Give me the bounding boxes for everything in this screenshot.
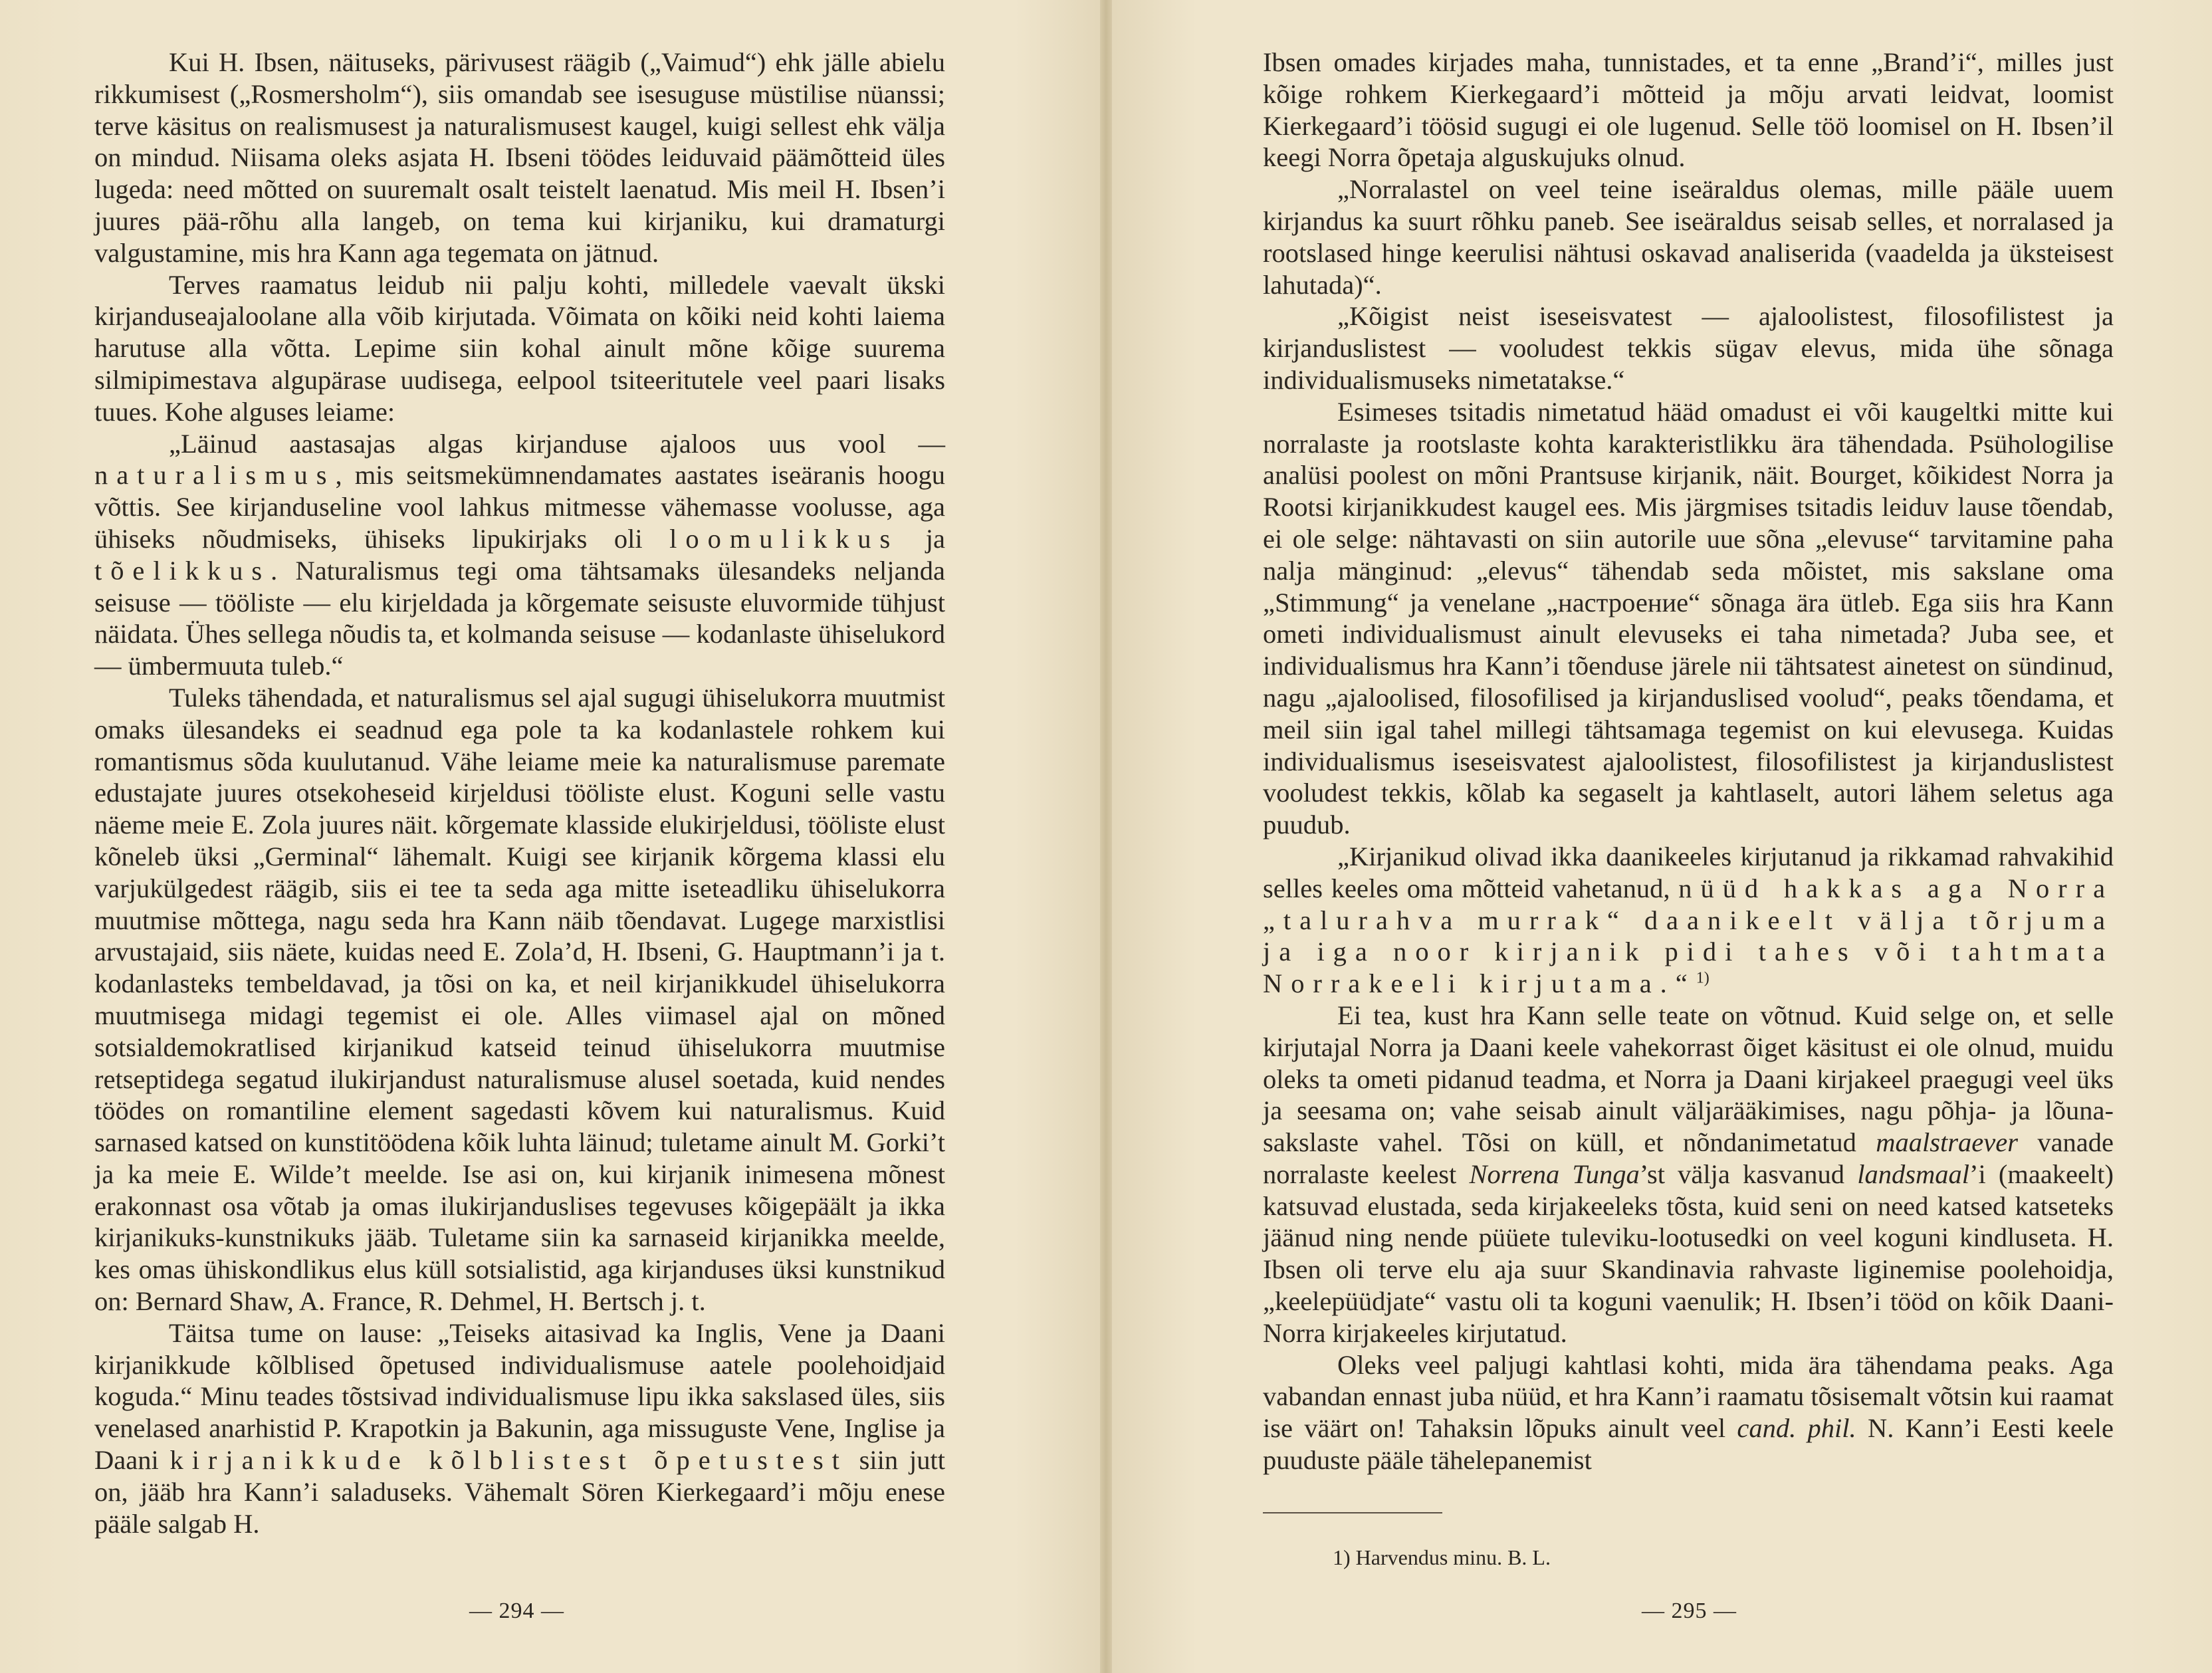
- paragraph: Esimeses tsitadis nimetatud hääd omadust ei või kaugeltki mitte kui norralaste ja rootslaste kohta karakteristlikku ära tähendada. Psühologilise analüsi poolest on mõni Prantsuse kirjanik, näit. Bourget, kõikidest Norra ja Rootsi kirjanikkudest kaugel ees. Mis järgmises tsitadis leiduv lause tõendab, ei ole selge: nähtavasti on siin autorile uue sõna „elevuse“ tarvitamine paha nalja mänginud: „elevus“ tähendab seda mõistet, mis sakslane oma „Stimmung“ ja venelane „настроение“ sõnaga ära ütleb. Ega siis hra Kann ometi individualismust ainult elevuseks ei taha nimetada? Juba see, et individualismus hra Kann’i tõenduse järele nii tähtsatest ainetest on sündinud, nagu „ajaloolised, filosofilised ja kirjanduslised voolud“, peaks tõendama, et meil siin igal tahel millegi tähtsamaga tegemist on kui elevusega. Kuidas individualismus iseseisvatest ajaloolistest, filosofilistest ja kirjanduslistest vooludest tekkis, kõlab ka segaselt ja kahtlaselt, autori lähem seletus aga puudub.: [1263, 396, 2114, 840]
- spaced-emphasis: kirjanikkude kõlblistest õpetustest: [169, 1445, 848, 1476]
- italic-term: Norrena Tunga: [1469, 1159, 1640, 1189]
- italic-term: landsmaal: [1857, 1159, 1969, 1189]
- page-number-right: — 295 —: [1642, 1599, 1737, 1623]
- left-page-text: [94, 47, 945, 1539]
- paragraph: Ei tea, kust hra Kann selle teate on võtnud. Kuid selge on, et selle kirjutajal Norra ja Daani keele vahekorrast õiget käsitust ei ole olnud, muidu oleks ta ometi pidanud teadma, et Norra ja Daani kirjakeel praegugi veel üks ja seesama on; vahe seisab ainult väljarääkimises, nagu põhja- ja lõuna-sakslaste vahel. Tõsi on küll, et nõndanimetatud maalstraever vanade norralaste keelest Norrena Tunga’st välja kasvanud landsmaal’i (maakeelt) katsuvad elustada, seda kirjakeeleks tõsta, kuid seni on need katsed katseteks jäänud ning nende püüete tuleviku-lootusedki on veel koguni kindluseta. H. Ibsen oli terve elu aja suur Skandinavia rahvaste liginemise poolehoidja, „keelepüüdjate“ vastu oli ta koguni vaenulik; H. Ibsen’i tööd on kõik Daani-Norra kirjakeeles kirjutatud.: [1263, 1000, 2114, 1348]
- page-number-left: — 294 —: [469, 1599, 564, 1623]
- quote-paragraph: „Norralastel on veel teine iseäraldus olemas, mille pääle uuem kirjandus ka suurt rõhku paneb. See iseäraldus seisab selles, et norralased ja rootslased hinge keerulisi nähtusi oskavad analiserida (vaadelda ja üksteisest lahutada)“.: [1263, 174, 2114, 300]
- spaced-emphasis: naturalismus: [94, 460, 336, 491]
- paragraph: Täitsa tume on lause: „Teiseks aitasivad ka Inglis, Vene ja Daani kirjanikkude kõlblised õpetused individualismuse aatele poolehoidjaid koguda.“ Minu teades tõstsivad individualismuse lipu ikka sakslased üles, siis venelased anarhistid P. Krapotkin ja Bakunin, aga missuguste Vene, Inglise ja Daani kirjanikkude kõlblistest õpetustest siin jutt on, jääb hra Kann’i saladuseks. Vähemalt Sören Kierkegaard’i mõju enese pääle salgab H.: [94, 1317, 945, 1539]
- footnote-marker: 1): [1696, 969, 1710, 987]
- paragraph: Oleks veel paljugi kahtlasi kohti, mida ära tähendama peaks. Aga vabandan ennast juba nüüd, et hra Kann’i raamatu tõsisemalt võtsin kui raamat ise väärt on! Tahaksin lõpuks ainult veel cand. phil. N. Kann’i Eesti keele puuduste pääle tähelepanemist: [1263, 1349, 2114, 1476]
- spaced-emphasis: nüüd hakkas aga Norra „talurahva murrak“ daanikeelt välja tõrjuma ja iga noor kirjanik pidi tahes või tahtmata Norrakeeli kirjutama.“: [1263, 873, 2114, 999]
- paragraph: Tuleks tähendada, et naturalismus sel ajal sugugi ühiselukorra muutmist omaks ülesandeks ei seadnud ega pole ta ka kodanlastele rohkem kui romantismus sõda kuulutanud. Vähe leiame meie ka naturalismuse paremate edustajate juures otsekoheseid kirjeldusi tööliste elust. Koguni selle vastu näeme meie E. Zola juures näit. kõrgemate klasside elukirjeldusi, tööliste elust kõneleb üksi „Germinal“ lähemalt. Kuigi see kirjanik kõrgema klassi elu varjukülgedest räägib, siis ei tee ta seda aga mitte iseteadliku ühiselukorra muutmise mõttega, nagu seda hra Kann näib tõendavat. Lugege marxistlisi arvustajaid, siis näete, kuidas need E. Zola’d, H. Ibseni, G. Hauptmann’i ja t. kodanlasteks tembeldavad, ja tõsi on ka, et neil kirjanikkudel ühiselukorra muutmisega midagi tegemist ei ole. Alles viimasel ajal on mõned sotsialdemokratlised kirjanikud katseid teinud ühiselukorra muutmise retseptidega segatud ilukirjandust naturalismuse alusel soetada, kuid nendes töödes on romantiline element sagedasti kõvem kui naturalismus. Kuid sarnased katsed on kunstitöödena kõik luhta läinud; tuletame ainult M. Gorki’t ja ka meie E. Wilde’t meelde. Ise asi on, kui kirjanik inimesena mõnest erakonnast osa võtab ja omas ilukirjanduslises tegevuses kõigepäält ja ikka kirjanikuks-kunstnikuks jääb. Tuletame siin ka sarnaseid kirjanikka meelde, kes omas ühiskondlikus elus küll sotsialistid, aga kirjanduses üksi kunstnikud on: Bernard Shaw, A. France, R. Dehmel, H. Bertsch j. t.: [94, 682, 945, 1317]
- footnote: 1) Harvendus minu. B. L.: [1333, 1545, 1551, 1569]
- paragraph: Kui H. Ibsen, näituseks, pärivusest räägib („Vaimud“) ehk jälle abielu rikkumisest („Rosmersholm“), siis omandab see isesuguse müstilise nüanssi; terve käsitus on realismusest ja naturalismusest kaugel, kuigi sellest ehk välja on mindud. Niisama oleks asjata H. Ibseni töödes leiduvaid päämõtteid üles lugeda: need mõtted on suuremalt osalt teistelt laenatud. Mis meil H. Ibsen’i juures pää-rõhu alla langeb, on tema kui kirjaniku, kui dramaturgi valgustamine, mis hra Kann aga tegemata on jätnud.: [94, 47, 945, 268]
- book-gutter: [1100, 0, 1112, 1673]
- paragraph: Terves raamatus leidub nii palju kohti, milledele vaevalt ükski kirjanduseajaloolane alla võib kirjutada. Võimata on kõiki neid kohti laiema harutuse alla võtta. Lepime siin kohal ainult mõne kõige suurema silmipimestava algupärase uudisega, eelpool tsiteeritutele veel paari lisaks tuues. Kohe alguses leiame:: [94, 269, 945, 427]
- footnote-rule: [1263, 1512, 1442, 1513]
- right-page-text: [1263, 47, 2114, 1476]
- italic-term: cand. phil.: [1737, 1413, 1856, 1444]
- spaced-emphasis: tõelikkus: [94, 555, 271, 586]
- quote-paragraph: „Kõigist neist iseseisvatest — ajaloolistest, filosofilistest ja kirjanduslistest — vooludest tekkis sügav elevus, mida ühe sõnaga individualismuseks nimetatakse.“: [1263, 301, 2114, 395]
- quote-paragraph: „Läinud aastasajas algas kirjanduse ajaloos uus vool — naturalismus, mis seitsmekümnendamates aastates iseäranis hoogu võttis. See kirjanduseline vool lahkus mitmesse vähemasse voolusse, aga ühiseks nõudmiseks, ühiseks lipukirjaks oli loomulikkus ja tõelikkus. Naturalismus tegi oma tähtsamaks ülesandeks neljanda seisuse — tööliste — elu kirjeldada ja kõrgemate seisuste eluvormide tühjust näidata. Ühes sellega nõudis ta, et kolmanda seisuse — kodanlaste ühiselukord — ümbermuuta tuleb.“: [94, 428, 945, 681]
- quote-paragraph: „Kirjanikud olivad ikka daanikeeles kirjutanud ja rikkamad rahvakihid selles keeles oma mõtteid vahetanud, nüüd hakkas aga Norra „talurahva murrak“ daanikeelt välja tõrjuma ja iga noor kirjanik pidi tahes või tahtmata Norrakeeli kirjutama.“$^{1)}$: [1263, 841, 2114, 999]
- spaced-emphasis: loomulikkus: [669, 523, 899, 554]
- paragraph: Ibsen omades kirjades maha, tunnistades, et ta enne „Brand’i“, milles just kõige rohkem Kierkegaard’i mõtteid ja mõju arvati leidvat, loomist Kierkegaard’i töösid sugugi ei ole lugenud. Selle töö loomisel on H. Ibsen’il keegi Norra õpetaja alguskujuks olnud.: [1263, 47, 2114, 173]
- italic-term: maalstraever: [1876, 1127, 2018, 1158]
